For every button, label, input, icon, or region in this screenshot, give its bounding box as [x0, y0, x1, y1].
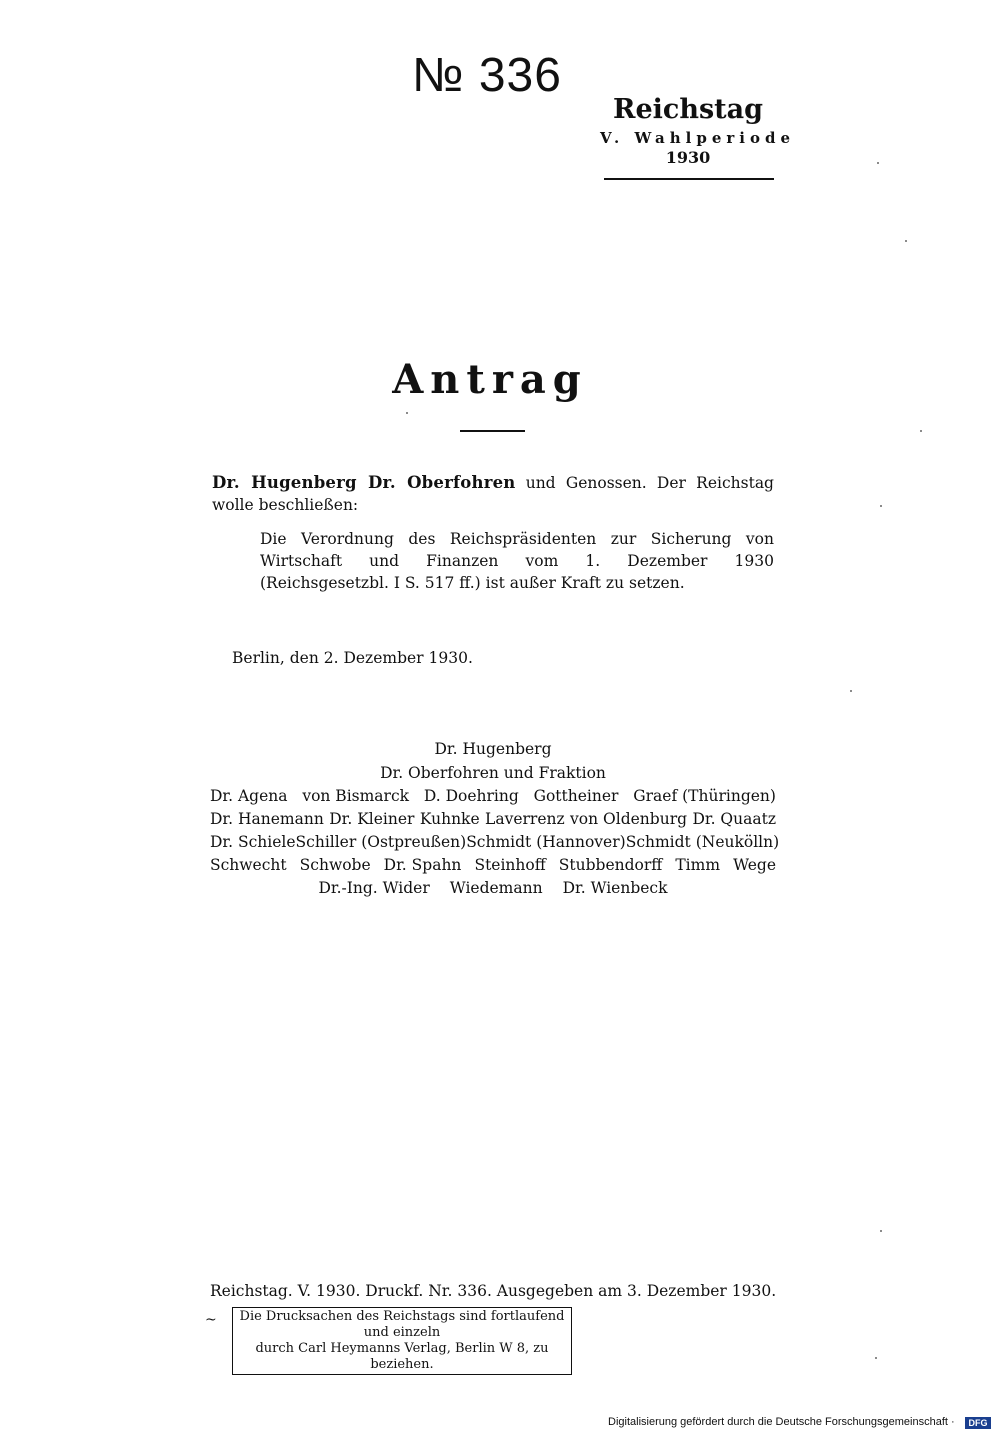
signatory-name: Wege — [733, 856, 776, 874]
dfg-logo: DFG — [965, 1417, 991, 1429]
signatory-name: Dr. Spahn — [383, 856, 462, 874]
signatory-name: Kuhnke — [419, 810, 480, 828]
header-divider — [604, 178, 774, 180]
signatory-lead: Dr. Hugenberg — [434, 740, 552, 758]
scan-speck — [920, 430, 922, 432]
imprint-line: Reichstag. V. 1930. Druckf. Nr. 336. Ausgegeben am 3. Dezember 1930. — [210, 1282, 777, 1300]
signatory-name: Wiedemann — [449, 879, 543, 897]
signatory-name: Schiller (Ostpreußen) — [295, 833, 467, 851]
signatory-name: Steinhoff — [474, 856, 546, 874]
scan-speck — [850, 690, 852, 692]
scan-speck — [875, 1357, 877, 1359]
header-year: 1930 — [665, 147, 711, 167]
document-title: Antrag — [392, 356, 588, 403]
election-period: V. Wahlperiode — [600, 128, 795, 147]
publisher-notice-line1: Die Drucksachen des Reichstags sind fortlaufend und einzeln — [239, 1309, 565, 1340]
signatory-name: Schwecht — [210, 856, 287, 874]
signatory-name: Graef (Thüringen) — [633, 787, 776, 805]
signatory-name: von Oldenburg — [570, 810, 688, 828]
signatory-name: Dr.-Ing. Wider — [318, 879, 430, 897]
scan-speck — [880, 505, 882, 507]
signatory-name: Timm — [675, 856, 721, 874]
signatory-name: Gottheiner — [533, 787, 619, 805]
motion-intro — [212, 472, 774, 516]
signatory-name: Schmidt (Neukölln) — [625, 833, 780, 851]
motion-intro-text: und Genossen. Der Reichstag wolle beschließen: — [212, 474, 774, 514]
signatory-row — [210, 854, 776, 877]
signatory-name: Dr. Hanemann — [210, 810, 324, 828]
signatory-name: Schwobe — [299, 856, 371, 874]
scan-speck — [905, 240, 907, 242]
signatory-name: Dr. Kleiner — [329, 810, 415, 828]
scan-speck — [880, 1230, 882, 1232]
publisher-notice-line2: durch Carl Heymanns Verlag, Berlin W 8, zu beziehen. — [255, 1341, 549, 1372]
signatory-row — [210, 808, 776, 831]
signatory-name: D. Doehring — [423, 787, 519, 805]
signatory-name: Dr. Agena — [210, 787, 288, 805]
scan-speck — [406, 412, 408, 414]
signatory-name: Dr. Quaatz — [692, 810, 776, 828]
signatory-name: Dr. Schiele — [210, 833, 296, 851]
signatory-name: Dr. Wienbeck — [562, 879, 668, 897]
place-date: Berlin, den 2. Dezember 1930. — [232, 649, 473, 667]
signatory-name: Schmidt (Hannover) — [466, 833, 626, 851]
footer-dash-mark: ~ — [205, 1312, 217, 1328]
digitization-credit: Digitalisierung gefördert durch die Deutsche Forschungsgemeinschaft · — [608, 1416, 955, 1428]
motion-movers: Dr. Hugenberg Dr. Oberfohren — [212, 473, 516, 492]
signatory-name: Laverrenz — [485, 810, 565, 828]
reichstag-header — [600, 94, 795, 167]
signatories — [210, 737, 780, 900]
motion-decree: Die Verordnung des Reichspräsidenten zur Sicherung von Wirtschaft und Finanzen vom 1. Dezember 1930 (Reichsgesetzbl. I S. 517 ff.) ist außer Kraft zu setzen. — [260, 530, 774, 592]
title-divider — [460, 430, 525, 432]
publisher-notice — [232, 1307, 572, 1375]
signatory-name: von Bismarck — [302, 787, 410, 805]
signatory-row — [210, 877, 776, 900]
document-number: № 336 — [412, 49, 562, 102]
parliament-name: Reichstag — [613, 94, 763, 125]
scan-speck — [877, 162, 879, 164]
signatory-name: Stubbendorff — [558, 856, 663, 874]
signatory-second: Dr. Oberfohren und Fraktion — [380, 764, 606, 782]
signatory-row — [210, 831, 780, 854]
signatory-row — [210, 785, 776, 808]
